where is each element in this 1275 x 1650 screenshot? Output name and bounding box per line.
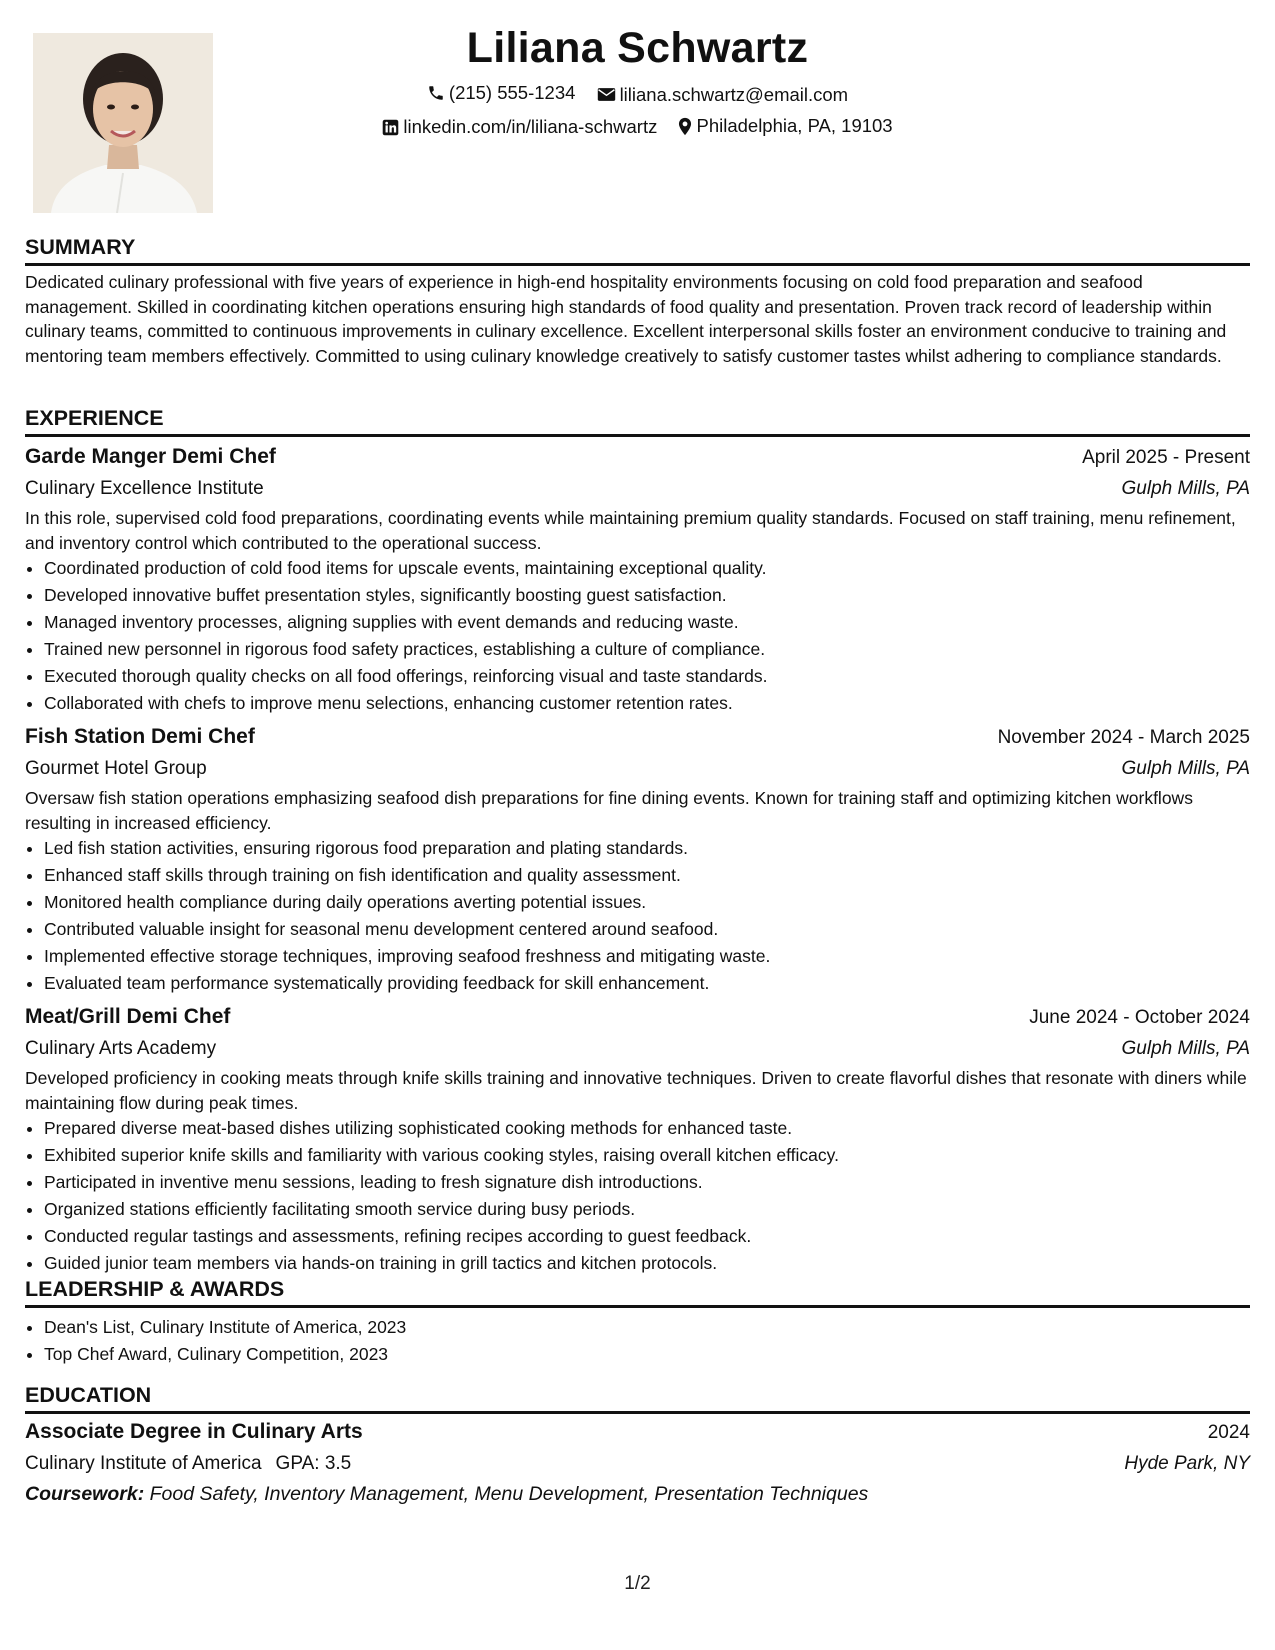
job-description: Developed proficiency in cooking meats through knife skills training and innovative techniques. Driven to create flavorful dishes that resonate with diners while maintaining flow during peak times. [25,1068,1247,1113]
awards-section [25,1275,1250,1368]
bullet-item: • Led fish station activities, ensuring rigorous food preparation and plating standards. [44,835,1250,862]
bullet-item: • Organized stations efficiently facilitating smooth service during busy periods. [44,1196,1250,1223]
job-header-row [25,441,1250,473]
bullet-item: • Developed innovative buffet presentation styles, significantly boosting guest satisfaction. [44,582,1250,609]
linkedin-text[interactable]: linkedin.com/in/liliana-schwartz [403,116,658,137]
bullet-item: • Contributed valuable insight for seasonal menu development centered around seafood. [44,916,1250,943]
awards-heading: LEADERSHIP & AWARDS [25,1275,1250,1308]
award-item: • Dean's List, Culinary Institute of America, 2023 [44,1314,1250,1341]
awards-list [25,1314,1250,1368]
job-company-row [25,1033,1250,1064]
job-company: Gourmet Hotel Group [25,758,207,779]
experience-heading: EXPERIENCE [25,404,1250,437]
job-entry [25,441,1250,717]
job-location: Gulph Mills, PA [1121,1038,1250,1059]
email-text[interactable]: liliana.schwartz@email.com [619,83,849,105]
phone-icon [427,84,445,102]
job-title: Fish Station Demi Chef [25,725,255,748]
job-header-row [25,1001,1250,1033]
bullet-item: • Executed thorough quality checks on all food offerings, reinforcing visual and taste standards. [44,663,1250,690]
envelope-icon [597,87,616,102]
linkedin-contact[interactable] [382,112,657,142]
coursework-line [25,1479,1250,1509]
bullet-item: • Collaborated with chefs to improve menu selections, enhancing customer retention rates. [44,690,1250,717]
bullet-item: • Participated in inventive menu sessions, leading to fresh signature dish introductions. [44,1169,1250,1196]
bullet-item: • Prepared diverse meat-based dishes utilizing sophisticated cooking methods for enhanced taste. [44,1115,1250,1142]
resume-page [25,0,1250,1650]
gpa: GPA: 3.5 [275,1453,352,1474]
summary-text: Dedicated culinary professional with five years of experience in high-end hospitality environments focusing on cold food preparation and seafood management. Skilled in coordinating kitchen operations ensuring high standards of food quality and presentation. Proven track record of leadership within culinary teams, committed to continuous improvements in culinary excellence. Excellent interpersonal skills foster an environment conducive to training and mentoring team members effectively. Committed to using culinary knowledge creatively to satisfy customer tastes whilst adhering to compliance standards. [25,272,1227,366]
education-heading: EDUCATION [25,1381,1250,1414]
award-item: • Top Chef Award, Culinary Competition, 2023 [44,1341,1250,1368]
contact-row-2 [25,111,1250,145]
location-contact [678,111,892,141]
job-dates: November 2024 - March 2025 [997,727,1250,748]
job-company: Culinary Excellence Institute [25,478,264,499]
job-bullets [25,555,1250,717]
job-dates: June 2024 - October 2024 [1029,1007,1250,1028]
linkedin-icon [382,119,399,136]
bullet-item: • Monitored health compliance during daily operations averting potential issues. [44,889,1250,916]
school-info [25,1448,351,1479]
bullet-item: • Exhibited superior knife skills and familiarity with various cooking styles, raising overall kitchen efficacy. [44,1142,1250,1169]
coursework-label: Coursework: [25,1483,145,1505]
bullet-item: • Conducted regular tastings and assessments, refining recipes according to guest feedback. [44,1223,1250,1250]
bullet-item: • Implemented effective storage techniques, improving seafood freshness and mitigating waste. [44,943,1250,970]
job-description: Oversaw fish station operations emphasizing seafood dish preparations for fine dining events. Known for training staff and optimizing kitchen workflows resulting in increased efficiency. [25,788,1193,833]
job-bullets [25,835,1250,997]
summary-section [25,233,1250,368]
job-entry [25,721,1250,997]
phone-contact [427,78,576,108]
bullet-item: • Managed inventory processes, aligning supplies with event demands and reducing waste. [44,609,1250,636]
job-entry [25,1001,1250,1277]
job-location: Gulph Mills, PA [1121,478,1250,499]
resume-header [25,18,1250,145]
job-location: Gulph Mills, PA [1121,758,1250,779]
coursework-list: Food Safety, Inventory Management, Menu Development, Presentation Techniques [149,1483,869,1505]
phone-text: (215) 555-1234 [448,82,576,103]
experience-section [25,404,1250,1277]
map-pin-icon [678,117,692,136]
education-section [25,1381,1250,1509]
bullet-item: • Coordinated production of cold food items for upscale events, maintaining exceptional quality. [44,555,1250,582]
email-contact[interactable] [597,80,849,110]
degree-name: Associate Degree in Culinary Arts [25,1420,363,1443]
contact-row-1 [25,78,1250,111]
page-number: 1/2 [624,1573,651,1594]
job-description: In this role, supervised cold food preparations, coordinating events while maintaining premium quality standards. Focused on staff training, menu refinement, and inventory control which contributed to the operational success. [25,508,1236,553]
job-company: Culinary Arts Academy [25,1038,217,1059]
degree-row [25,1416,1250,1448]
job-company-row [25,753,1250,784]
bullet-item: • Evaluated team performance systematically providing feedback for skill enhancement. [44,970,1250,997]
school-location: Hyde Park, NY [1124,1453,1250,1474]
job-title: Meat/Grill Demi Chef [25,1005,231,1028]
school-row [25,1448,1250,1479]
job-title: Garde Manger Demi Chef [25,445,276,468]
job-bullets [25,1115,1250,1277]
job-header-row [25,721,1250,753]
candidate-name: Liliana Schwartz [466,24,809,72]
school-name: Culinary Institute of America [25,1453,262,1474]
location-text: Philadelphia, PA, 19103 [696,115,893,136]
job-company-row [25,473,1250,504]
summary-heading: SUMMARY [25,233,1250,266]
degree-year: 2024 [1207,1422,1250,1443]
job-dates: April 2025 - Present [1082,447,1250,468]
bullet-item: • Enhanced staff skills through training on fish identification and quality assessment. [44,862,1250,889]
bullet-item: • Guided junior team members via hands-on training in grill tactics and kitchen protocols. [44,1250,1250,1277]
bullet-item: • Trained new personnel in rigorous food safety practices, establishing a culture of compliance. [44,636,1250,663]
